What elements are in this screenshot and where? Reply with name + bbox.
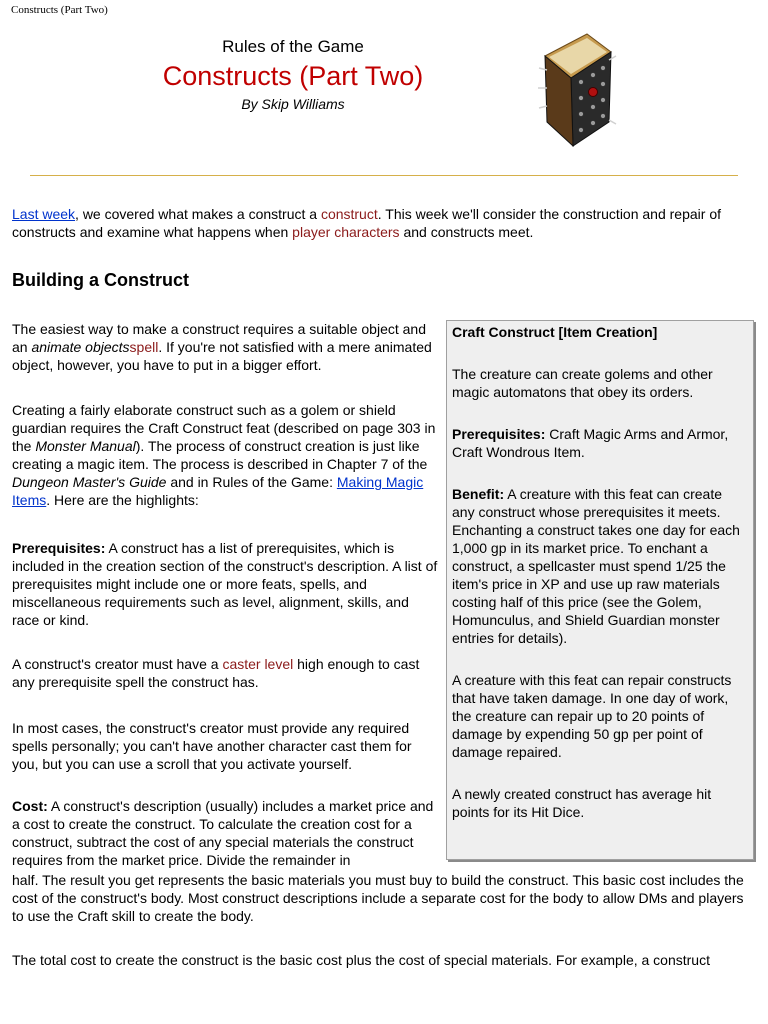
- making-magic-items-link[interactable]: Making Magic Items: [12, 474, 424, 508]
- intro-paragraph: [12, 205, 756, 241]
- paragraph-caster-level: [12, 655, 438, 691]
- p4-text-b: high enough to cast any prerequisite spell the construct has.: [12, 656, 420, 690]
- p2-text-a: Creating a fairly elaborate construct such as a golem or shield guardian requires the Craft Construct feat (described on page 303 in the: [12, 402, 436, 454]
- sidebar-prereq-label: Prerequisites:: [452, 426, 546, 442]
- section-heading: Building a Construct: [12, 270, 189, 290]
- sidebar-benefit: [452, 485, 747, 647]
- author-byline: By Skip Williams: [241, 96, 345, 112]
- header-divider: [30, 175, 738, 176]
- monster-manual-title: Monster Manual: [35, 438, 136, 454]
- prerequisites-label: Prerequisites:: [12, 540, 106, 556]
- prerequisites-text: A construct has a list of prerequisites, which is included in the creation section of the construct's description. A list of prerequisites might include one or more feats, spells, and miscellaneous requirements such as level, alignment, skills, and race or kind.: [12, 540, 438, 628]
- paragraph-cost-continued: half. The result you get represents the basic materials you must buy to build the construct. This basic cost includes the cost of the construct's body. Most construct descriptions include a separate cost for the body to allow DMs and players to use the Craft skill to create the body.: [12, 872, 744, 924]
- series-title: Rules of the Game: [222, 37, 364, 56]
- cost-label: Cost:: [12, 798, 48, 814]
- p2-text-c: and in Rules of the Game:: [166, 474, 337, 490]
- paragraph-total-cost: The total cost to create the construct is the basic cost plus the cost of special materials. For example, a construct: [12, 952, 710, 968]
- p1-animate-objects: animate objects: [31, 339, 130, 355]
- construct-glossary-link[interactable]: construct: [320, 206, 378, 222]
- p1-text-b: . If you're not satisfied with a mere animated object, however, you have to put in a bigger effort.: [12, 339, 432, 373]
- paragraph-prerequisites: [12, 539, 438, 629]
- sidebar-hit-points: A newly created construct has average hit points for its Hit Dice.: [452, 786, 712, 820]
- page-label: Constructs (Part Two): [11, 4, 108, 16]
- p2-text-d: . Here are the highlights:: [46, 492, 199, 508]
- player-characters-glossary-link[interactable]: player characters: [292, 224, 400, 240]
- sidebar-prereq-text: Craft Magic Arms and Armor, Craft Wondrous Item.: [452, 426, 729, 460]
- intro-text-2: . This week we'll consider the construction and repair of constructs and examine what happens when: [12, 206, 722, 240]
- p4-text-a: A construct's creator must have a: [12, 656, 223, 672]
- paragraph-cost: [12, 797, 438, 869]
- cost-text: A construct's description (usually) includes a market price and a cost to create the construct. To calculate the creation cost for a construct, subtract the cost of any special materials the construct requires from the market price. Divide the remainder in: [12, 798, 434, 868]
- dmg-title: Dungeon Master's Guide: [12, 474, 167, 490]
- sidebar-repair: A creature with this feat can repair constructs that have taken damage. In one day of work, the creature can repair up to 20 points of damage by expending 50 gp per point of damage repaired.: [452, 672, 732, 760]
- spiked-book-icon: [537, 30, 617, 148]
- page-title: Constructs (Part Two): [162, 61, 424, 91]
- intro-text-3: and constructs meet.: [399, 224, 534, 240]
- sidebar-benefit-label: Benefit:: [452, 486, 505, 502]
- craft-construct-sidebar: [446, 320, 754, 860]
- paragraph-craft-construct: [12, 401, 438, 509]
- sidebar-prerequisites: [452, 425, 747, 461]
- article-header: [0, 36, 586, 113]
- paragraph-required-spells: In most cases, the construct's creator must provide any required spells personally; you can't have another character cast them for you, but you can use a scroll that you activate yourself.: [12, 720, 412, 772]
- p1-text-a: The easiest way to make a construct requires a suitable object and an: [12, 321, 426, 355]
- last-week-link[interactable]: Last week: [12, 206, 76, 222]
- spell-glossary-link[interactable]: spell: [129, 339, 159, 355]
- p2-text-b: ). The process of construct creation is just like creating a magic item. The process is described in Chapter 7 of the: [12, 438, 428, 472]
- intro-text-1: , we covered what makes a construct a: [75, 206, 321, 222]
- sidebar-description: The creature can create golems and other magic automatons that obey its orders.: [452, 366, 713, 400]
- caster-level-glossary-link[interactable]: caster level: [222, 656, 294, 672]
- sidebar-benefit-text: A creature with this feat can create any construct whose prerequisites it meets. Enchanting a construct takes one day for each 1,000 gp in its market price. To enchant a construct, a spellcaster must spend 1/25 the item's price in XP and use up raw materials costing half of this price (see the Golem, Homunculus, and Shield Guardian monster entries for details).: [452, 486, 740, 646]
- sidebar-title: Craft Construct [Item Creation]: [452, 324, 658, 340]
- paragraph-animate-objects: [12, 320, 438, 374]
